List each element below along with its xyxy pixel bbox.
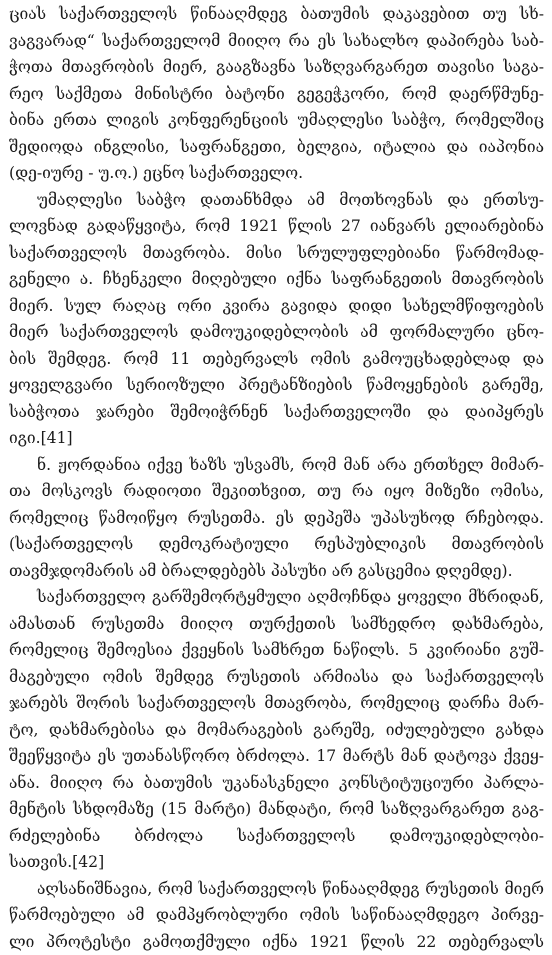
text-line: სათვის.[42] [9, 849, 544, 876]
text-line: რომელიც შემოესია ქვეყნის სამხრეთ ნაწილს. 5 კვირიანი გუშ- [9, 637, 544, 664]
text-line: რეო საქმეთა მინისტრი ბატონი გეგეჭკორი, რომ დაერწმუნე- [9, 81, 544, 108]
text-line: ტო, დახმარებისა და მომარაგების გარეშე, იძულებული გახდა [9, 717, 544, 744]
text-line: აღსანიშნავია, რომ საქართველოს წინააღმდეგ რუსეთის მიერ [9, 876, 544, 903]
text-line: მაგებული ომის შემდეგ რუსეთის არმიასა და საქართველოს [9, 664, 544, 691]
text-line: ჯარებს შორის საქართველოს მთავრობა, რომელიც დარჩა მარ- [9, 690, 544, 717]
text-line: წარმოებული ამ დამპყრობლური ომის საწინააღმდეგო პირვე- [9, 902, 544, 929]
paragraph [9, 1, 544, 187]
text-line: მენტის სხდომაზე (15 მარტი) მანდატი, რომ საზღვარგარეთ გაგ- [9, 796, 544, 823]
paragraph [9, 876, 544, 955]
paragraph [9, 187, 544, 452]
text-line: ამასთან რუსეთმა მიიღო თურქეთის სამხედრო დახმარება, [9, 611, 544, 638]
text-line: ანა. მიიღო რა ბათუმის უკანასკნელი კონსტიტუციური პარლა- [9, 770, 544, 797]
text-line: ყოველგვარი სერიოზული პრეტანზიების წამოყენების გარეშე, [9, 372, 544, 399]
text-line: (დე-იურე - უ.ო.) ეცნო საქართველო. [9, 160, 544, 187]
text-line: ბის შემდეგ. რომ 11 თებერვალს ომის გამოუცხადებლად და [9, 346, 544, 373]
paragraph [9, 452, 544, 585]
text-line: (საქართველოს დემოკრატიული რესპუბლიკის მთავრობის [9, 531, 544, 558]
text-line: გენელი ა. ჩხენკელი მიღებული იქნა საფრანგეთის მთავრობის [9, 266, 544, 293]
text-line: რძელებინა ბრძოლა საქართველოს დამოუკიდებლობი- [9, 823, 544, 850]
text-line: თავმჯდომარის ამ ბრალდებებს პასუხი არ გასცემია დღემდე). [9, 558, 544, 585]
text-line: მიერ საქართველოს დამოუკიდებლობის ამ ფორმალური ცნო- [9, 319, 544, 346]
text-line: ბინა ერთა ლიგის კონფერენციის უმაღლესი საბჭო, რომელშიც [9, 107, 544, 134]
text-line: შედიოდა ინგლისი, საფრანგეთი, ბელგია, იტალია და იაპონია [9, 134, 544, 161]
text-line: საბჭოთა ჯარები შემოიჭრნენ საქართველოში და დაიპყრეს [9, 399, 544, 426]
text-line: უმაღლესი საბჭო დათანხმდა ამ მოთხოვნას და ერთსუ- [9, 187, 544, 214]
paragraph [9, 584, 544, 876]
text-line: მიერ. სულ რაღაც ორი კვირა გავიდა დიდი სახელმწიფოების [9, 293, 544, 320]
text-line: საქართველო გარშემორტყმული აღმოჩნდა ყოველი მხრიდან, [9, 584, 544, 611]
text-line: ლი პროტესტი გამოთქმული იქნა 1921 წლის 22 თებერვალს [9, 929, 544, 955]
text-line: რომელიც წამოიწყო რუსეთმა. ეს დეპეშა უპასუხოდ რჩებოდა. [9, 505, 544, 532]
text-line: იგი.[41] [9, 425, 544, 452]
text-line: თა მოსკოვს რადიოთი შეკითხვით, თუ რა იყო მიზეზი ომისა, [9, 478, 544, 505]
text-line: ჭოთა მთავრობის მიერ, გააგზავნა საზღვარგარეთ თავისი საგა- [9, 54, 544, 81]
text-line: ვაგვარად“ საქართველომ მიიღო რა ეს სახალხო დაპირება საბ- [9, 28, 544, 55]
text-line: ნ. ჟორდანია იქვე ხაზს უსვამს, რომ მან არა ერთხელ მიმარ- [9, 452, 544, 479]
text-line: შეეწყვიტა ეს უთანასწორო ბრძოლა. 17 მარტს მან დატოვა ქვეყ- [9, 743, 544, 770]
text-line: საქართველოს მთავრობა. მისი სრულუფლებიანი წარმომად- [9, 240, 544, 267]
text-line: ლოვნად გადაწყვიტა, რომ 1921 წლის 27 იანვარს ელიარებინა [9, 213, 544, 240]
text-line: ციას საქართველოს წინააღმდეგ ბათუმის დაკავებით თუ სხ- [9, 1, 544, 28]
